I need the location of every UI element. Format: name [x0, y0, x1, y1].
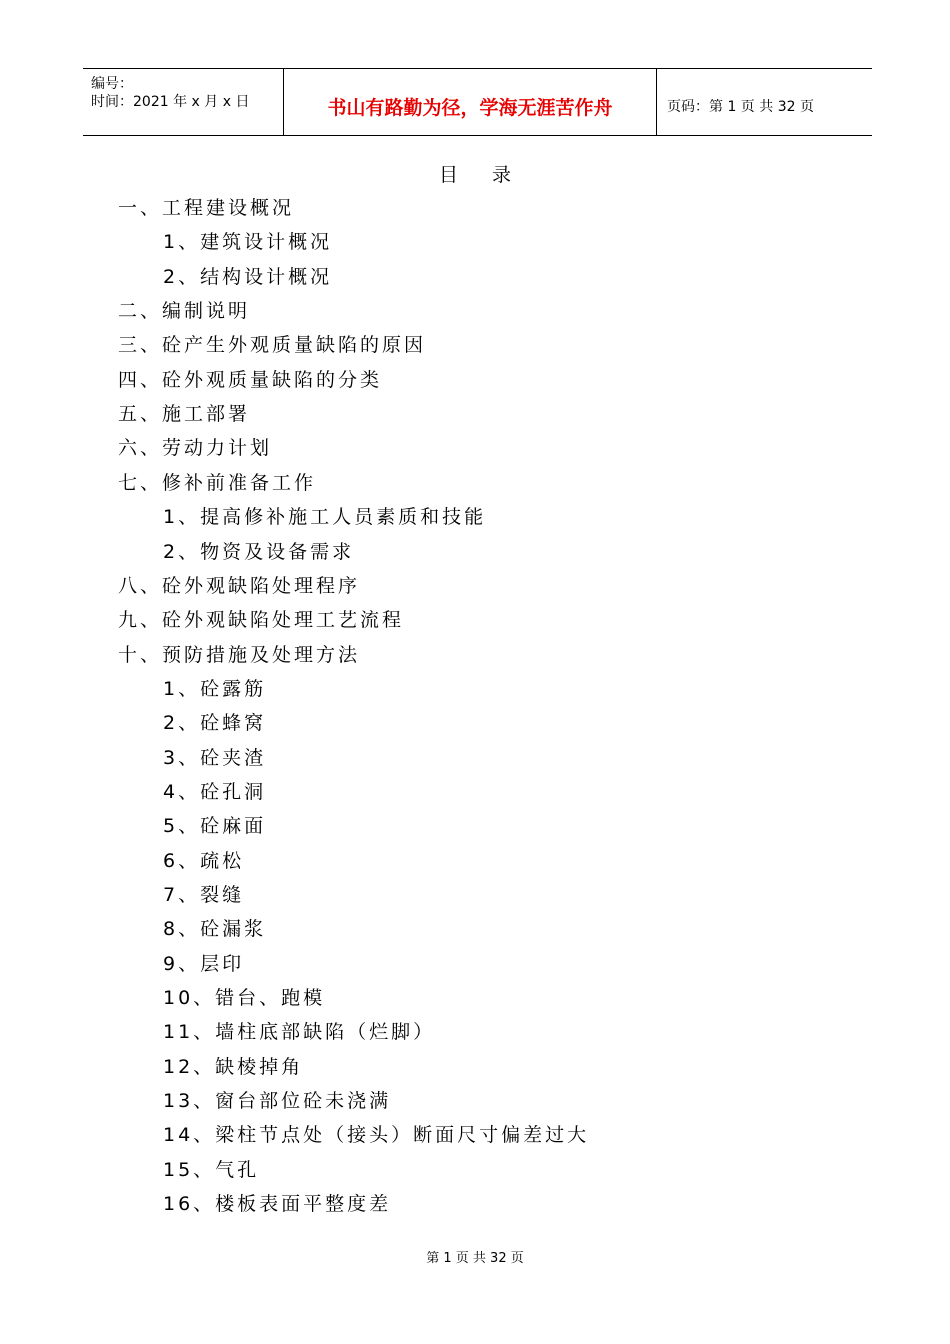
header-page-cell: [657, 69, 872, 135]
toc-entry: 9、层印: [163, 953, 245, 975]
toc-entry: 九、砼外观缺陷处理工艺流程: [118, 609, 405, 631]
header-info-cell: [83, 69, 284, 135]
toc-entry: 14、梁柱节点处（接头）断面尺寸偏差过大: [163, 1124, 590, 1146]
toc-entry: 16、楼板表面平整度差: [163, 1193, 392, 1215]
toc-entry: 五、施工部署: [118, 403, 251, 425]
toc-entry: 2、物资及设备需求: [163, 541, 355, 563]
toc-entry: 八、砼外观缺陷处理程序: [118, 575, 361, 597]
toc-entry: 1、建筑设计概况: [163, 231, 333, 253]
page-code: 页码：第 1 页 共 32 页: [667, 99, 814, 115]
toc-entry: 一、工程建设概况: [118, 197, 295, 219]
toc-entry: 七、修补前准备工作: [118, 472, 317, 494]
toc-entry: 6、疏松: [163, 850, 245, 872]
number-label: 编号：: [91, 76, 133, 92]
toc-entry: 7、裂缝: [163, 884, 245, 906]
header-motto-cell: [284, 69, 657, 135]
toc-entry: 5、砼麻面: [163, 815, 267, 837]
toc-entry: 1、砼露筋: [163, 678, 267, 700]
toc-entry: 11、墙柱底部缺陷（烂脚）: [163, 1021, 436, 1043]
toc-entry: 15、气孔: [163, 1159, 260, 1181]
toc-entry: 三、砼产生外观质量缺陷的原因: [118, 334, 427, 356]
toc-entry: 13、窗台部位砼未浇满: [163, 1090, 392, 1112]
motto-text: 书山有路勤为径，学海无涯苦作舟: [327, 97, 613, 119]
toc-entry: 2、结构设计概况: [163, 266, 333, 288]
toc-entry: 3、砼夹渣: [163, 747, 267, 769]
toc-entry: 2、砼蜂窝: [163, 712, 267, 734]
toc-entry: 1、提高修补施工人员素质和技能: [163, 506, 487, 528]
page-footer: 第 1 页 共 32 页: [426, 1251, 524, 1266]
toc-entry: 10、错台、跑模: [163, 987, 326, 1009]
toc-title: 目录: [438, 164, 545, 186]
toc-entry: 六、劳动力计划: [118, 437, 273, 459]
date-label: 时间：2021 年 x 月 x 日: [91, 94, 250, 110]
toc-entry: 12、缺棱掉角: [163, 1056, 304, 1078]
toc-entry: 8、砼漏浆: [163, 918, 267, 940]
toc-entry: 二、编制说明: [118, 300, 251, 322]
toc-entry: 十、预防措施及处理方法: [118, 644, 361, 666]
toc-entry: 四、砼外观质量缺陷的分类: [118, 369, 383, 391]
document-header: [83, 68, 872, 136]
toc-entry: 4、砼孔洞: [163, 781, 267, 803]
